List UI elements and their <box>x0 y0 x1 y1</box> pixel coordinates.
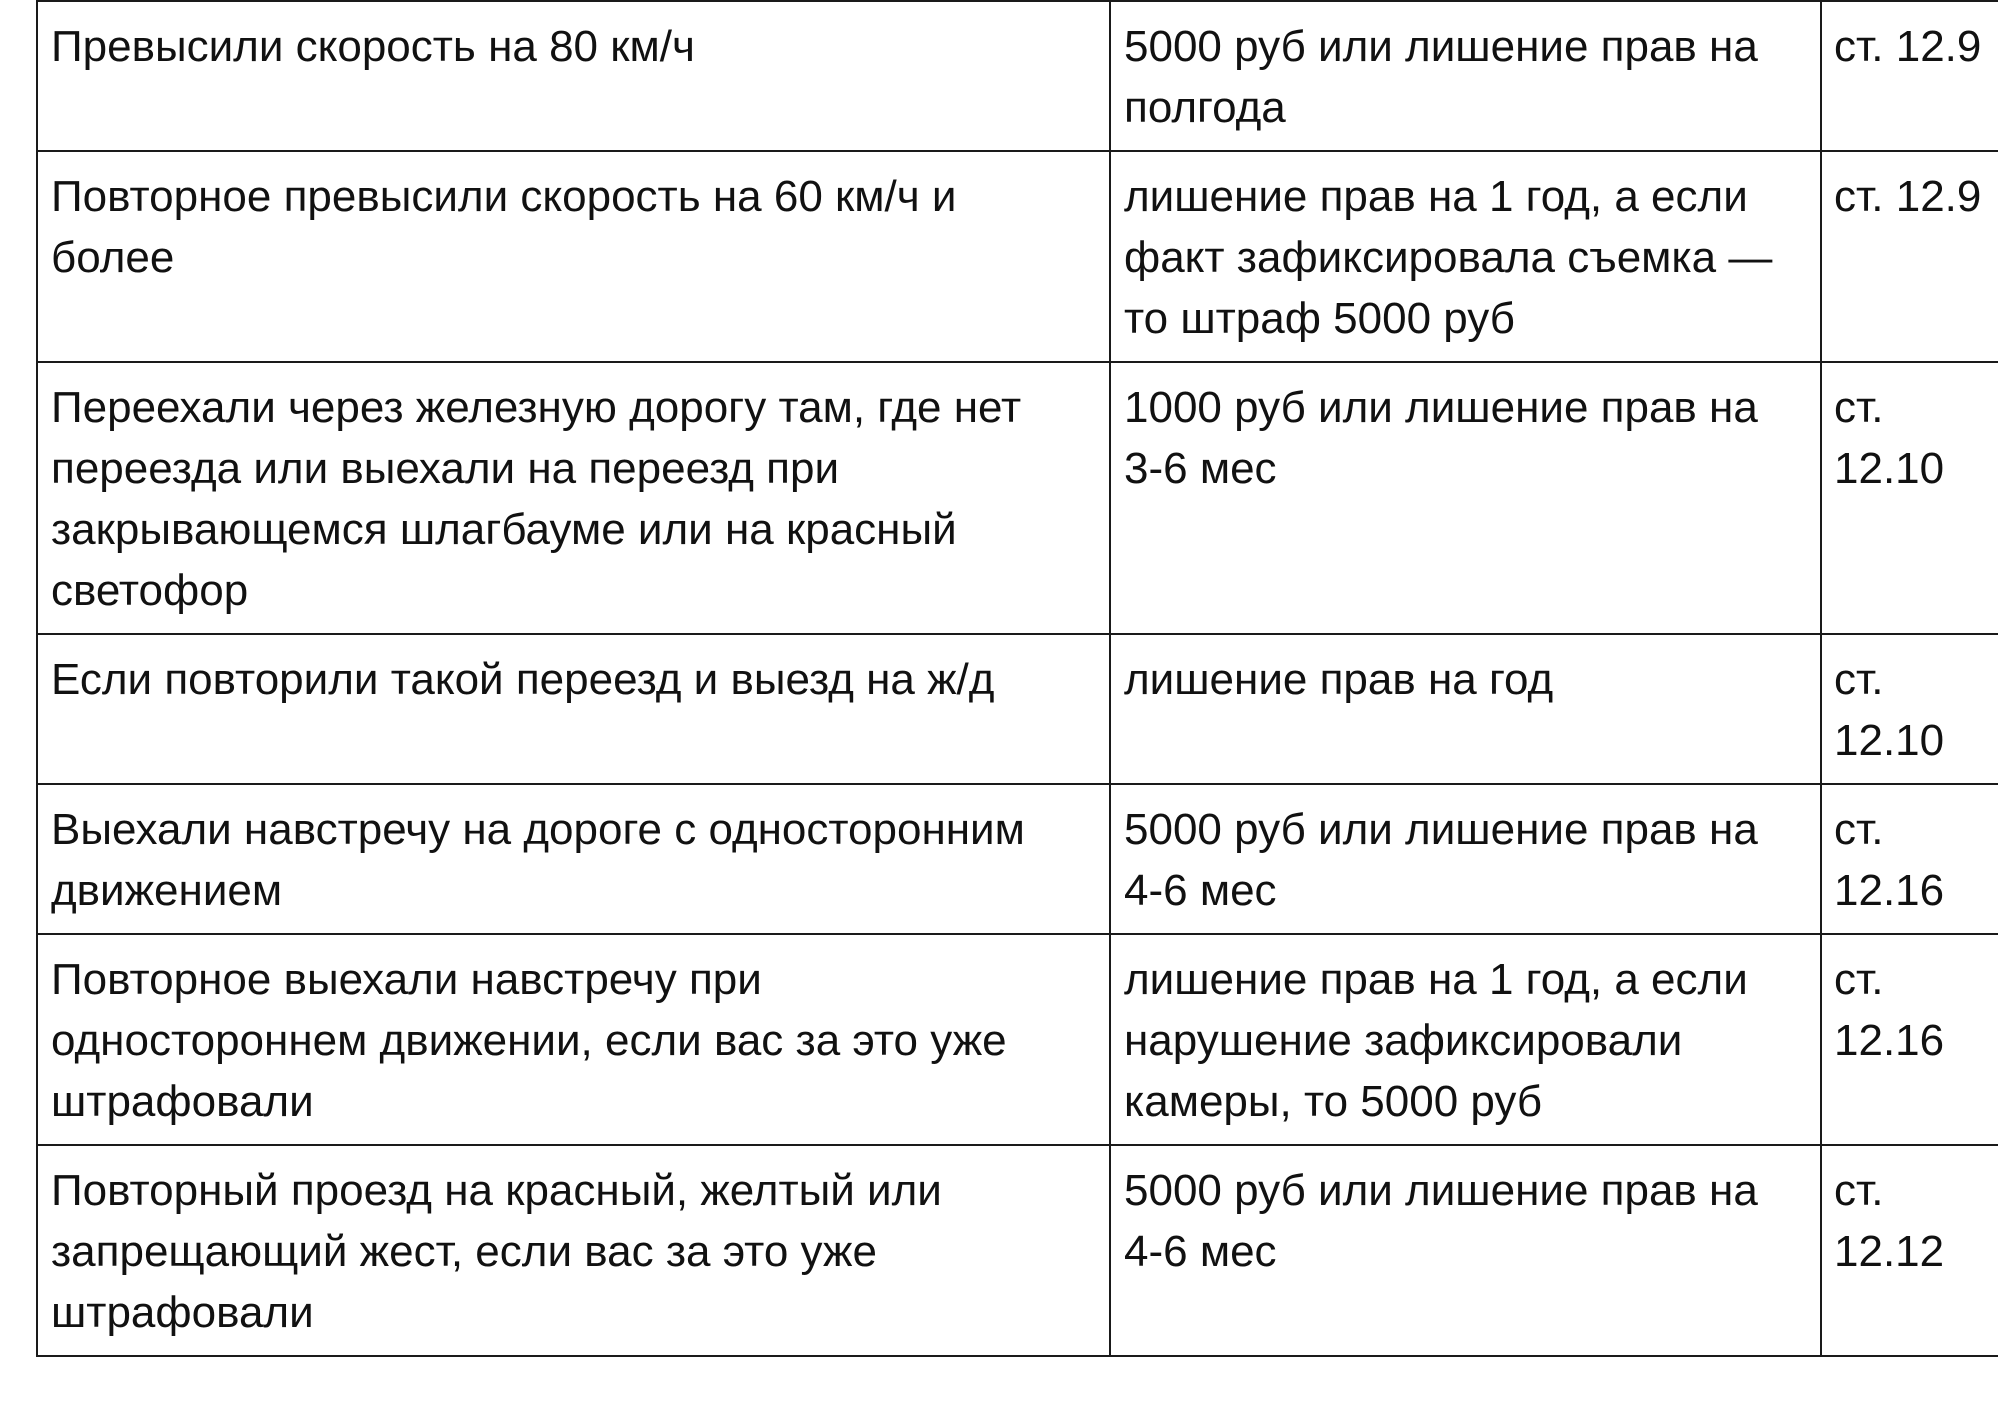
violation-text: Повторный проезд на красный, желтый или запрещающий жест, если вас за это уже штрафовали <box>51 1166 942 1337</box>
violation-cell <box>37 784 1110 934</box>
violation-text: Повторное превысили скорость на 60 км/ч и более <box>51 172 957 282</box>
violation-cell <box>37 934 1110 1145</box>
penalty-text: 5000 руб или лишение прав на 4-6 мес <box>1124 805 1758 915</box>
violation-text: Превысили скорость на 80 км/ч <box>51 22 695 71</box>
fines-table <box>36 0 1998 1357</box>
article-text: ст. 12.16 <box>1834 955 1945 1065</box>
article-text: ст. 12.9 <box>1834 172 1982 221</box>
penalty-cell <box>1110 151 1821 362</box>
article-cell <box>1821 634 1998 784</box>
penalty-cell <box>1110 934 1821 1145</box>
penalty-text: 5000 руб или лишение прав на 4-6 мес <box>1124 1166 1758 1276</box>
article-text: ст. 12.16 <box>1834 805 1945 915</box>
penalty-cell <box>1110 362 1821 634</box>
violation-cell <box>37 1 1110 151</box>
penalty-text: лишение прав на 1 год, а если нарушение зафиксировали камеры, то 5000 руб <box>1124 955 1748 1126</box>
table-row <box>37 634 1998 784</box>
table-row <box>37 151 1998 362</box>
violation-cell <box>37 151 1110 362</box>
table-row <box>37 362 1998 634</box>
penalty-cell <box>1110 1145 1821 1356</box>
violation-cell <box>37 362 1110 634</box>
article-text: ст. 12.9 <box>1834 22 1982 71</box>
article-cell <box>1821 151 1998 362</box>
article-text: ст. 12.12 <box>1834 1166 1945 1276</box>
article-cell <box>1821 362 1998 634</box>
penalty-cell <box>1110 1 1821 151</box>
violation-text: Если повторили такой переезд и выезд на ж/д <box>51 655 995 704</box>
article-cell <box>1821 1145 1998 1356</box>
violation-text: Повторное выехали навстречу при одностороннем движении, если вас за это уже штрафовали <box>51 955 1007 1126</box>
table-row <box>37 1145 1998 1356</box>
article-cell <box>1821 784 1998 934</box>
article-cell <box>1821 1 1998 151</box>
penalty-cell <box>1110 634 1821 784</box>
penalty-text: лишение прав на год <box>1124 655 1554 704</box>
violation-cell <box>37 1145 1110 1356</box>
article-text: ст. 12.10 <box>1834 383 1945 493</box>
violation-text: Переехали через железную дорогу там, где нет переезда или выехали на переезд при закрывающемся шлагбауме или на красный светофор <box>51 383 1022 615</box>
violation-cell <box>37 634 1110 784</box>
table-row <box>37 934 1998 1145</box>
article-text: ст. 12.10 <box>1834 655 1945 765</box>
table-row <box>37 1 1998 151</box>
article-cell <box>1821 934 1998 1145</box>
penalty-text: 1000 руб или лишение прав на 3-6 мес <box>1124 383 1758 493</box>
table-row <box>37 784 1998 934</box>
penalty-cell <box>1110 784 1821 934</box>
penalty-text: лишение прав на 1 год, а если факт зафиксировала съемка — то штраф 5000 руб <box>1124 172 1773 343</box>
penalty-text: 5000 руб или лишение прав на полгода <box>1124 22 1758 132</box>
violation-text: Выехали навстречу на дороге с односторонним движением <box>51 805 1025 915</box>
